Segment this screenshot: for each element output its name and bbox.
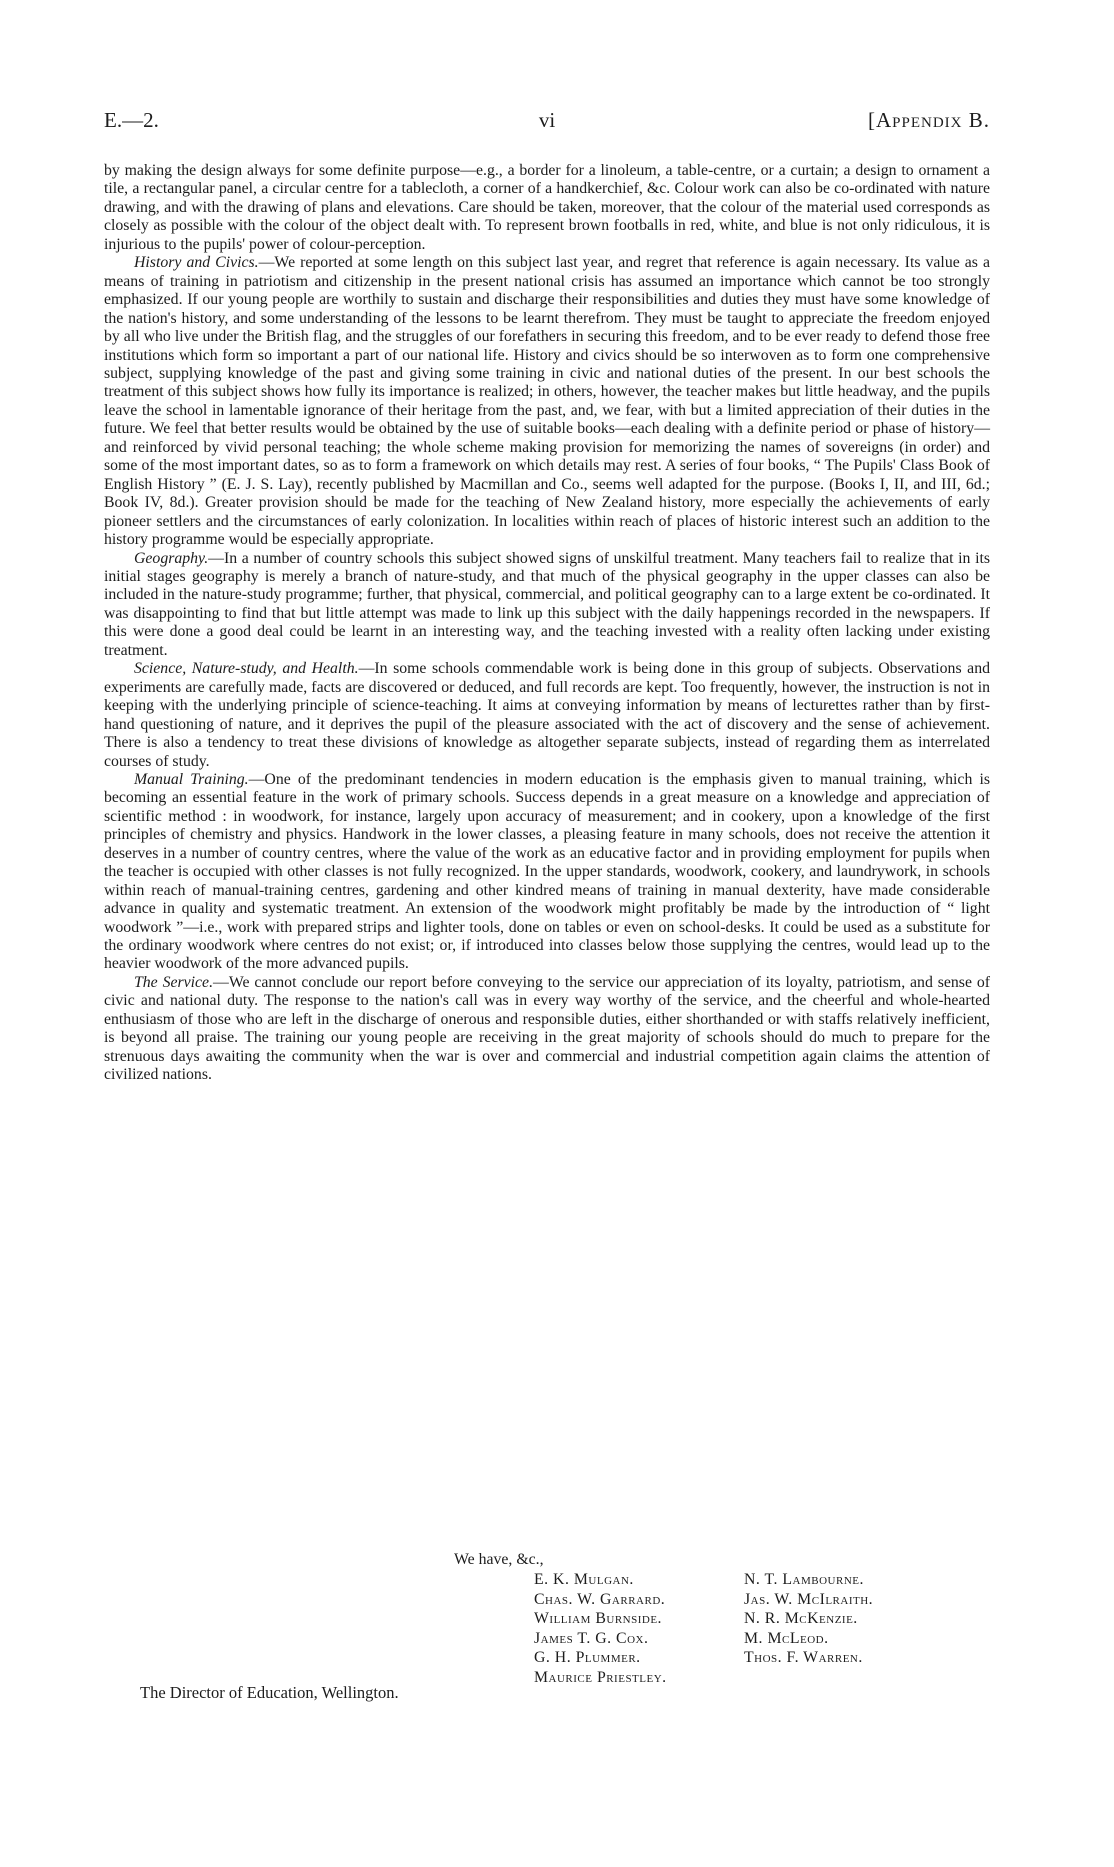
signatory: M. McLeod. [744,1629,829,1647]
signatory: Jas. W. McIlraith. [744,1590,874,1608]
section-heading-geography: Geography. [134,549,209,567]
signatory: N. R. McKenzie. [744,1610,858,1628]
section-heading-history: History and Civics. [134,254,259,272]
signatories-column-1 [534,1570,667,1688]
signatories-column-2 [744,1570,873,1668]
signatory: G. H. Plummer. [534,1649,641,1667]
section-heading-the-service: The Service. [134,973,214,991]
paragraph-geography: Geography.—In a number of country schools this subject showed signs of unskilful treatment. Many teachers fail to realize that in its initial stages geography is merely a branch of nature-study, and that much of the physical geography in the upper classes can also be included in the nature-study programme; further, that physical, commercial, and political geography can to a large extent be co-ordinated. It was disappointing to find that but little attempt was made to link up this subject with the daily happenings recorded in the newspapers. If this were done a good deal could be learnt in an interesting way, and the teaching invested with a reality often lacking under existing treatment. [104,549,990,659]
report-body [104,162,990,1085]
signatory: Chas. W. Garrard. [534,1590,666,1608]
header-document-code: E.—2. [104,108,159,132]
section-heading-science: Science, Nature-study, and Health. [134,660,359,678]
signatory: William Burnside. [534,1610,663,1628]
signatory: Thos. F. Warren. [744,1649,863,1667]
page-header [104,108,990,138]
paragraph-the-service: The Service.—We cannot conclude our report before conveying to the service our appreciation of its loyalty, patriotism, and sense of civic and national duty. The response to the nation's call was in every way worthy of the service, and the cheerful and whole-hearted enthusiasm of those who are left in the discharge of onerous and responsible duties, either shorthanded or with staffs relatively inefficient, is beyond all praise. The training our young people are receiving in the great majority of schools should do much to prepare for the strenuous days awaiting the community when the war is over and commercial and industrial competition again claims the attention of civilized nations. [104,973,990,1084]
header-appendix-label: [Appendix B. [867,108,990,132]
paragraph-science: Science, Nature-study, and Health.—In some schools commendable work is being done in this group of subjects. Observations and experiments are carefully made, facts are discovered or deduced, and full records are kept. Too frequently, however, the instruction is not in keeping with the underlying principle of science-teaching. It aims at conveying information by means of lecturettes rather than by first-hand questioning of nature, and it deprives the pupil of the pleasure associated with the act of discovery and the sense of achievement. There is also a tendency to treat these divisions of knowledge as altogether separate subjects, instead of regarding them as interrelated courses of study. [104,660,990,770]
signatory: E. K. Mulgan. [534,1571,634,1588]
signatory: Maurice Priestley. [534,1668,667,1686]
addressee-line: The Director of Education, Wellington. [140,1683,399,1702]
section-heading-manual-training: Manual Training. [134,770,249,788]
paragraph-manual-training: Manual Training.—One of the predominant tendencies in modern education is the emphasis given to manual training, which is becoming an essential feature in the work of primary schools. Success depends in a great measure on a knowledge and appreciation of scientific method : in woodwork, for instance, largely upon accuracy of measurement; and in cookery, upon a knowledge of the first principles of chemistry and physics. Handwork in the lower classes, a pleasing feature in many schools, does not receive the attention it deserves in a number of country centres, where the value of the work as an educative factor and in providing employment for pupils when the teacher is occupied with other classes is not fully recognized. In the upper standards, woodwork, cookery, and laundrywork, in schools within reach of manual-training centres, gardening and other kindred means of training in manual dexterity, have made considerable advance in quality and systematic treatment. An extension of the woodwork might profitably be made by the introduction of “ light woodwork ”—i.e., work with prepared strips and lighter tools, done on tables or even on school-desks. It could be used as a substitute for the ordinary woodwork where centres do not exist; or, if introduced into classes below those supplying the centres, would lead up to the heavier woodwork of the more advanced pupils. [104,770,990,973]
paragraph-history-civics: History and Civics.—We reported at some length on this subject last year, and regret that reference is again necessary. Its value as a means of training in patriotism and citizenship in the present national crisis has assumed an importance which cannot be too strongly emphasized. If our young people are worthily to sustain and discharge their responsibilities and duties they must have some knowledge of the nation's history, and some understanding of the lessons to be learnt therefrom. They must be taught to appreciate the freedom enjoyed by all who live under the British flag, and the struggles of our forefathers in securing this freedom, and to be ever ready to defend those free institutions which form so important a part of our national life. History and civics should be so interwoven as to form one comprehensive subject, supplying knowledge of the past and giving some training in civic and national duties of the present. In our best schools the treatment of this subject shows how fully its importance is realized; in others, however, the teacher makes but little headway, and the pupils leave the school in lamentable ignorance of their heritage from the past, and, we fear, with but a limited appreciation of their duties in the future. We feel that better results would be obtained by the use of suitable books—each dealing with a definite period or phase of history—and reinforced by vivid personal teaching; the whole scheme making provision for memorizing the names of sovereigns (in order) and some of the most important dates, so as to form a framework on which details may rest. A series of four books, “ The Pupils' Class Book of English History ” (E. J. S. Lay), recently published by Macmillan and Co., seems well adapted for the purpose. (Books I, II, and III, 6d.; Book IV, 8d.). Greater provision should be made for the teaching of New Zealand history, more especially the achievements of early pioneer settlers and the circumstances of early colonization. In localities within reach of places of historic interest such an addition to the history programme would be especially appropriate. [104,254,991,549]
header-page-number: vi [538,108,556,132]
paragraph-art-continued: by making the design always for some definite purpose—e.g., a border for a linoleum, a table-centre, or a curtain; a design to ornament a tile, a rectangular panel, a circular centre for a tablecloth, a corner of a handkerchief, &c. Colour work can also be co-ordinated with nature drawing, and with the drawing of plans and elevations. Care should be taken, moreover, that the colour of the material used corresponds as closely as possible with the colour of the object dealt with. To represent brown footballs in red, white, and blue is not only ridiculous, it is injurious to the pupils' power of colour-perception. [104,162,990,253]
signatory: James T. G. Cox. [534,1629,649,1647]
signature-greeting: We have, &c., [454,1551,544,1568]
signatory: N. T. Lambourne. [744,1571,864,1588]
